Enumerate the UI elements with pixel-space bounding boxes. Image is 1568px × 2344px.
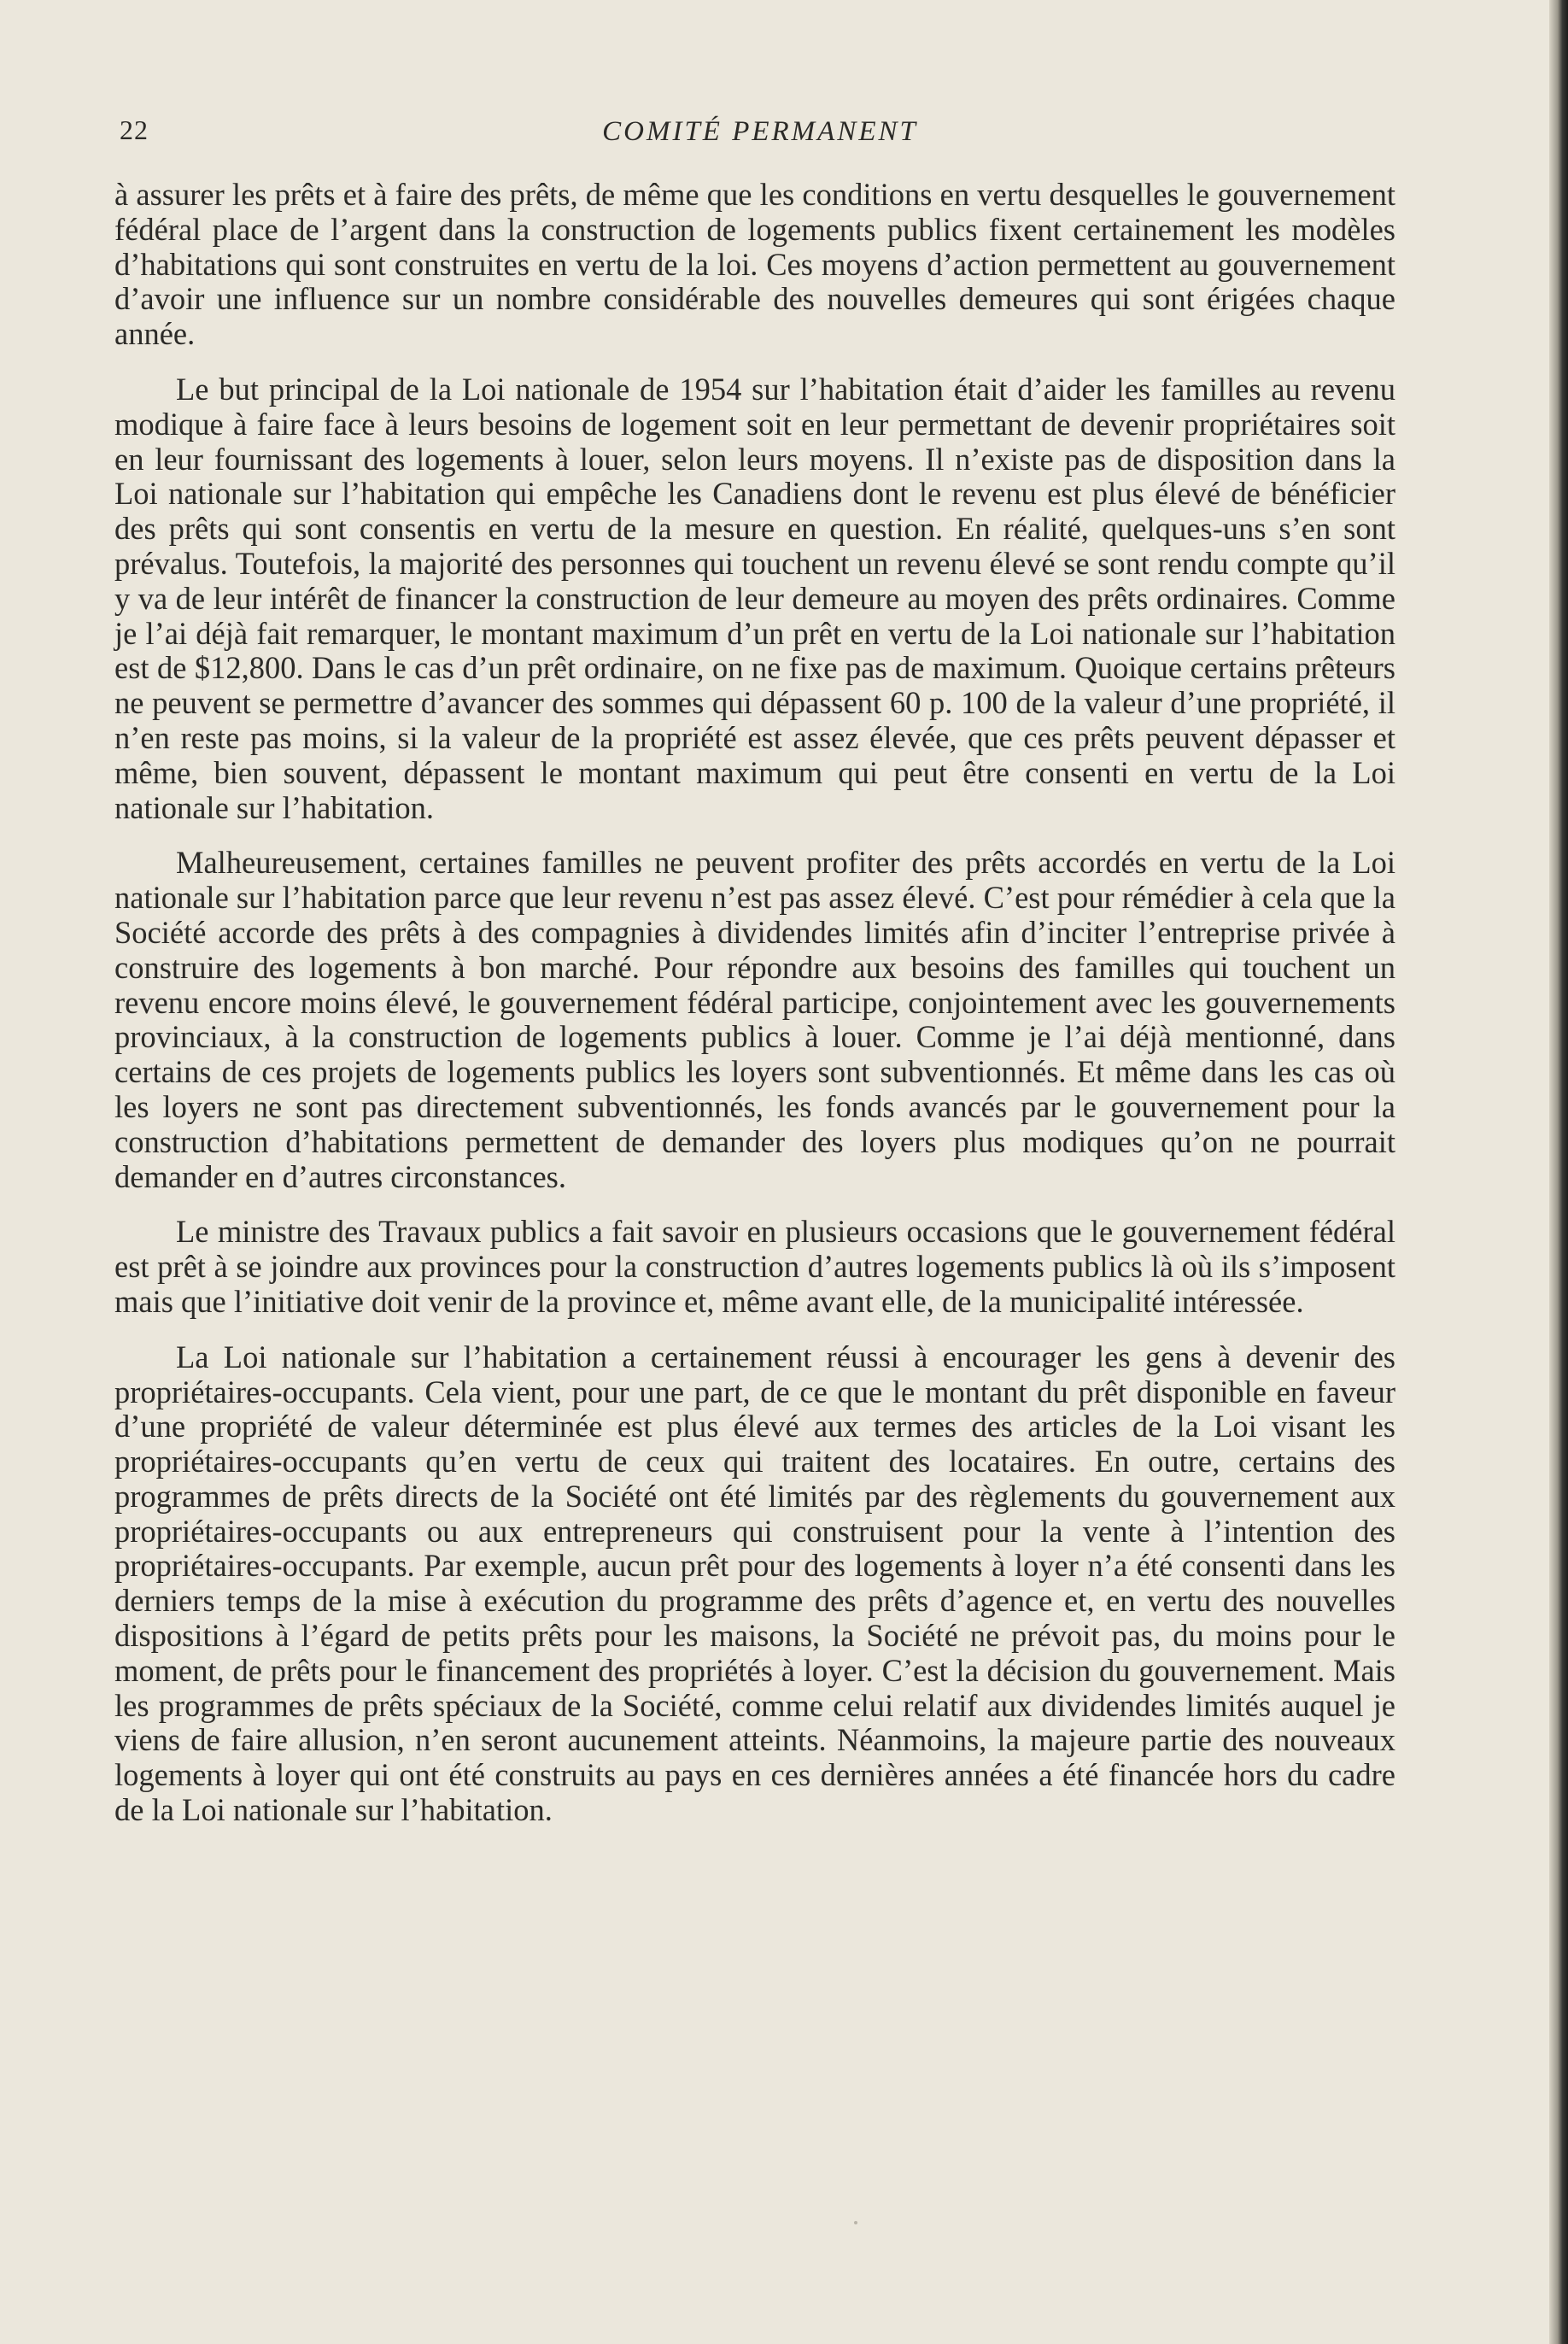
paragraph: Le but principal de la Loi nationale de 1954 sur l’habitation était d’aider les familles au revenu modique à faire face à leurs besoins de logement soit en leur permettant de devenir propriétaires soit en leur fournissant des logements à louer, selon leurs moyens. Il n’existe pas de disposition dans la Loi nationale sur l’habitation qui empêche les Canadiens dont le revenu est plus élevé de bénéficier des prêts qui sont consentis en vertu de la mesure en question. En réalité, quelques-uns s’en sont prévalus. Toutefois, la majorité des personnes qui touchent un revenu élevé se sont rendu compte qu’il y va de leur intérêt de financer la construction de leur demeure au moyen des prêts ordinaires. Comme je l’ai déjà fait remarquer, le montant maximum d’un prêt en vertu de la Loi nationale sur l’habitation est de $12,800. Dans le cas d’un prêt ordinaire, on ne fixe pas de maximum. Quoique certains prêteurs ne peuvent se permettre d’avancer des sommes qui dépassent 60 p. 100 de la valeur d’une propriété, il n’en reste pas moins, si la valeur de la propriété est assez élevée, que ces prêts peuvent dépasser et même, bien souvent, dépassent le montant maximum qui peut être consenti en vertu de la Loi nationale sur l’habitation. — [114, 371, 1395, 825]
paragraph: La Loi nationale sur l’habitation a certainement réussi à encourager les gens à devenir des propriétaires-occupants. Cela vient, pour une part, de ce que le montant du prêt disponible en faveur d’une propriété de valeur déterminée est plus élevé aux termes des articles de la Loi visant les propriétaires-occupants qu’en vertu de ceux qui traitent des locataires. En outre, certains des programmes de prêts directs de la Société ont été limités par des règlements du gouvernement aux propriétaires-occupants ou aux entrepreneurs qui construisent pour la vente à l’intention des propriétaires-occupants. Par exemple, aucun prêt pour des logements à loyer n’a été consenti dans les derniers temps de la mise à exécution du programme des prêts d’agence et, en vertu des nouvelles dispositions à l’égard de petits prêts pour les maisons, la Société ne prévoit pas, du moins pour le moment, de prêts pour le financement des propriétés à loyer. C’est la décision du gouvernement. Mais les programmes de prêts spéciaux de la Société, comme celui relatif aux dividendes limités auquel je viens de faire allusion, n’en seront aucunement atteints. Néanmoins, la majeure partie des nouveaux logements à loyer qui ont été construits au pays en ces dernières années a été financée hors du cadre de la Loi nationale sur l’habitation. — [114, 1339, 1395, 1828]
paragraph-continued: à assurer les prêts et à faire des prêts, de même que les conditions en vertu desquelles le gouvernement fédéral place de l’argent dans la construction de logements publics fixent certainement les modèles d’habitations qui sont construites en vertu de la loi. Ces moyens d’action permettent au gouvernement d’avoir une influence sur un nombre considérable des nouvelles demeures qui sont érigées chaque année. — [114, 177, 1395, 352]
paragraph: Le ministre des Travaux publics a fait savoir en plusieurs occasions que le gouvernement fédéral est prêt à se joindre aux provinces pour la construction d’autres logements publics là où ils s’imposent mais que l’initiative doit venir de la province et, même avant elle, de la municipalité intéressée. — [114, 1214, 1395, 1319]
binding-edge — [1549, 0, 1568, 2344]
body-text — [114, 178, 1395, 1849]
page-header — [120, 114, 1401, 157]
paragraph: Malheureusement, certaines familles ne peuvent profiter des prêts accordés en vertu de la Loi nationale sur l’habitation parce que leur revenu n’est pas assez élevé. C’est pour rémédier à cela que la Société accorde des prêts à des compagnies à dividendes limités afin d’inciter l’entreprise privée à construire des logements à bon marché. Pour répondre aux besoins des familles qui touchent un revenu encore moins élevé, le gouvernement fédéral participe, conjointement avec les gouvernements provinciaux, à la construction de logements publics à louer. Comme je l’ai déjà mentionné, dans certains de ces projets de logements publics les loyers sont subventionnés. Et même dans les cas où les loyers ne sont pas directement subventionnés, les fonds avancés par le gouvernement pour la construction d’habitations permettent de demander des loyers plus modiques qu’on ne pourrait demander en d’autres circonstances. — [114, 845, 1395, 1194]
page-number: 22 — [120, 114, 149, 145]
running-title: COMITÉ PERMANENT — [602, 116, 918, 147]
scan-speck — [854, 2221, 857, 2224]
